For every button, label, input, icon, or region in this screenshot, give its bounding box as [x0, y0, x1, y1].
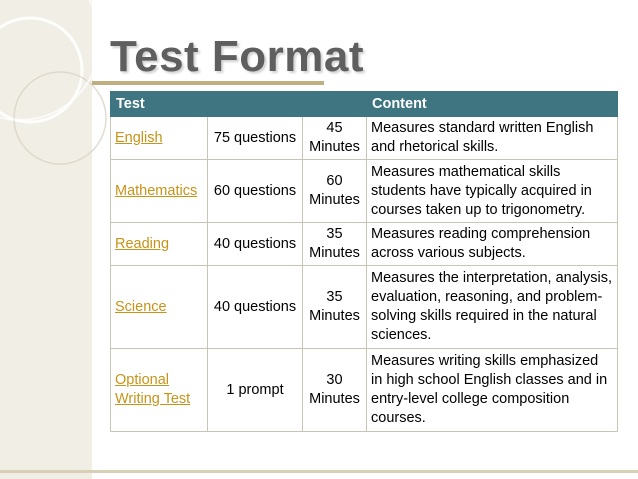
slide-title: Test Format [110, 32, 365, 81]
test-format-table-container [110, 91, 617, 432]
test-link-science[interactable]: Science [111, 266, 208, 349]
table-row [111, 117, 618, 160]
test-link-reading[interactable]: Reading [111, 223, 208, 266]
title-underline [92, 81, 324, 85]
test-link-english[interactable]: English [111, 117, 208, 160]
table-header-row [111, 92, 618, 117]
title-area [92, 28, 638, 88]
questions-cell: 1 prompt [208, 349, 303, 432]
questions-cell: 75 questions [208, 117, 303, 160]
time-cell: 35 Minutes [303, 266, 367, 349]
questions-cell: 40 questions [208, 266, 303, 349]
header-questions [208, 92, 303, 117]
table-row [111, 160, 618, 223]
questions-cell: 60 questions [208, 160, 303, 223]
questions-cell: 40 questions [208, 223, 303, 266]
header-content: Content [367, 92, 618, 117]
table-row [111, 266, 618, 349]
table-row [111, 223, 618, 266]
test-link-mathematics[interactable]: Mathematics [111, 160, 208, 223]
time-cell: 30 Minutes [303, 349, 367, 432]
content-cell: Measures mathematical skills students have typically acquired in courses taken up to trigonometry. [367, 160, 618, 223]
header-test: Test [111, 92, 208, 117]
content-cell: Measures reading comprehension across various subjects. [367, 223, 618, 266]
time-cell: 60 Minutes [303, 160, 367, 223]
time-cell: 45 Minutes [303, 117, 367, 160]
bottom-rule [0, 470, 638, 473]
header-time [303, 92, 367, 117]
content-cell: Measures writing skills emphasized in high school English classes and in entry-level college composition courses. [367, 349, 618, 432]
test-format-table [110, 91, 618, 432]
table-row [111, 349, 618, 432]
test-link-optional-writing[interactable]: Optional Writing Test [111, 349, 208, 432]
time-cell: 35 Minutes [303, 223, 367, 266]
content-cell: Measures the interpretation, analysis, evaluation, reasoning, and problem-solving skills required in the natural sciences. [367, 266, 618, 349]
content-cell: Measures standard written English and rhetorical skills. [367, 117, 618, 160]
